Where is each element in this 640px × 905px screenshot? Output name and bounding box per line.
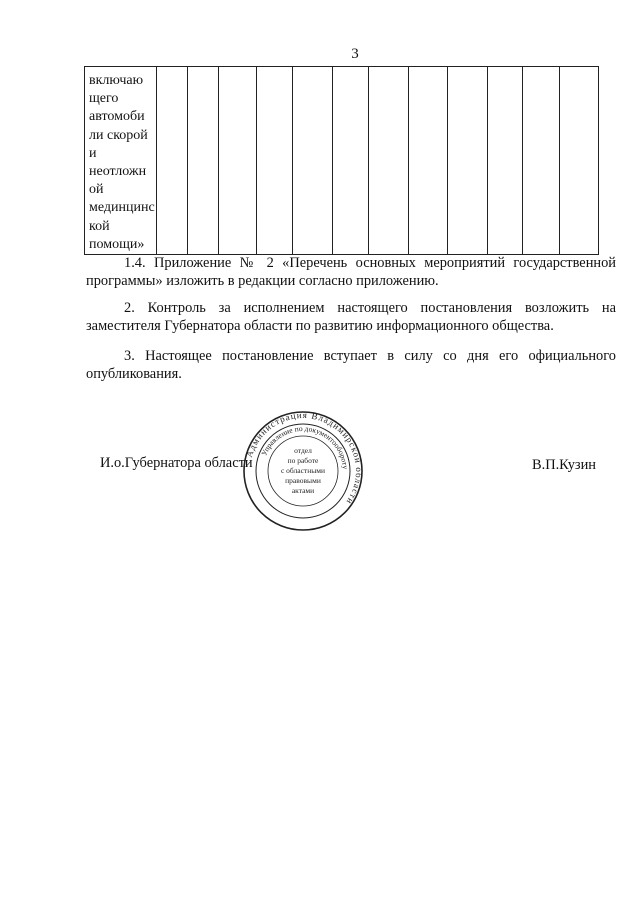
continuation-table — [84, 66, 599, 255]
table-cell — [523, 67, 560, 255]
table-cell — [369, 67, 409, 255]
table-cell-text: включаю щего автомоби ли скорой и неотложн ой мединцинс кой помощи» — [89, 73, 155, 252]
paragraph-3 — [86, 347, 616, 383]
stamp-outer-text: Администрация Владимирской области — [243, 410, 365, 507]
paragraph-2 — [86, 299, 616, 335]
table-cell-description — [85, 67, 157, 255]
paragraph-number: 3. — [124, 348, 135, 364]
stamp-center-line: правовыми — [285, 476, 321, 485]
paragraph-number: 1.4. — [124, 255, 146, 271]
paragraph-number: 2. — [124, 300, 135, 316]
stamp-center-line: с областными — [280, 466, 326, 475]
stamp-center-line: по работе — [287, 456, 319, 465]
official-stamp — [240, 410, 366, 532]
stamp-center-line: отдел — [294, 446, 312, 455]
table-cell — [188, 67, 219, 255]
table-cell — [257, 67, 293, 255]
table-cell — [488, 67, 523, 255]
table-cell — [219, 67, 257, 255]
paragraph-text: Контроль за исполнением настоящего постановления возложить на заместителя Губернатора области по развитию информационного общества. — [86, 300, 616, 334]
signatory-name: В.П.Кузин — [532, 457, 596, 473]
table-cell — [409, 67, 448, 255]
table-cell — [333, 67, 369, 255]
signature-title: И.о.Губернатора области — [100, 455, 253, 471]
table-row — [85, 67, 599, 255]
table-cell — [560, 67, 599, 255]
table-cell — [157, 67, 188, 255]
table-cell — [293, 67, 333, 255]
paragraph-text: Настоящее постановление вступает в силу со дня его официального опубликования. — [86, 348, 616, 382]
page-number: 3 — [351, 46, 359, 62]
paragraph-1-4 — [86, 254, 616, 290]
table-cell — [448, 67, 488, 255]
stamp-center-text — [281, 446, 325, 495]
stamp-center-line: актами — [291, 486, 315, 495]
stamp-inner-ring-text: Управление по документообороту — [259, 423, 350, 470]
paragraph-text: Приложение № 2 «Перечень основных мероприятий государственной программы» изложить в редакции согласно приложению. — [86, 255, 616, 289]
